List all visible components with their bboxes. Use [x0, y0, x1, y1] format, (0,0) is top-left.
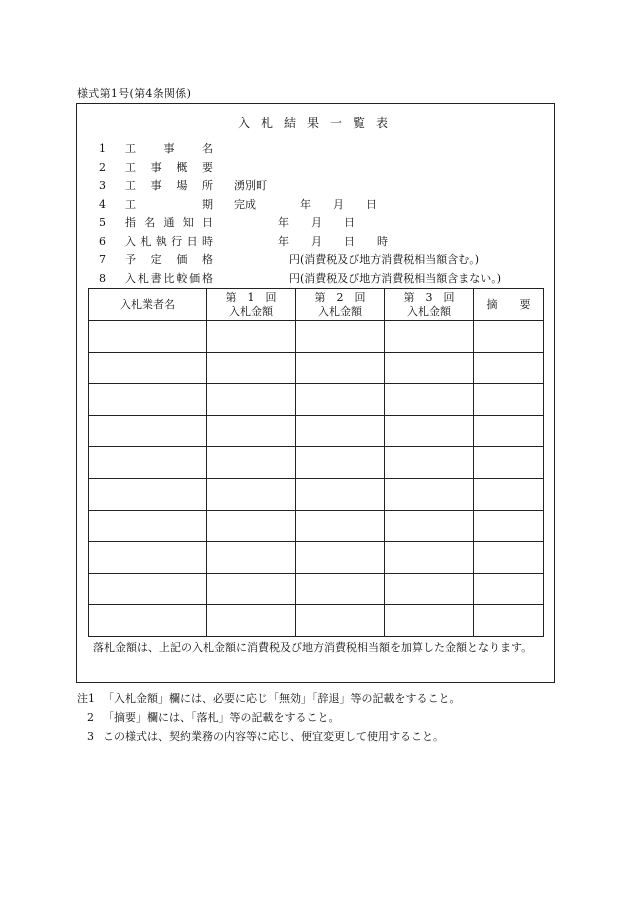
item-label: 工 期	[125, 197, 213, 211]
footnote-text: この様式は、契約業務の内容等に応じ、便宜変更して使用すること。	[103, 730, 444, 743]
document-frame	[76, 103, 555, 683]
round-3-amount-cell	[385, 352, 474, 384]
bidder-name-cell	[89, 447, 207, 479]
header-round-2: 第 2 回 入札金額	[296, 289, 385, 321]
item-value: 年 月 日	[234, 216, 355, 229]
footnote-row	[77, 727, 461, 746]
bidder-name-cell	[89, 542, 207, 574]
item-number: 7	[99, 253, 106, 266]
round-2-amount-cell	[296, 321, 385, 353]
item-number: 4	[99, 197, 106, 211]
remarks-cell	[474, 573, 544, 605]
remarks-cell	[474, 478, 544, 510]
round-1-amount-cell	[207, 605, 296, 637]
round-1-amount-cell	[207, 321, 296, 353]
footnotes	[77, 689, 461, 746]
item-value: 円(消費税及び地方消費税相当額含まない。)	[234, 271, 502, 285]
item-number: 6	[99, 234, 106, 248]
round-3-amount-cell	[385, 415, 474, 447]
bidder-name-cell	[89, 573, 207, 605]
table-row	[89, 542, 544, 574]
item-value: 湧別町	[234, 179, 267, 192]
round-2-amount-cell	[296, 447, 385, 479]
footnote-number: 注1	[77, 692, 95, 705]
round-1-amount-cell	[207, 352, 296, 384]
round-3-amount-cell	[385, 510, 474, 542]
table-row	[89, 605, 544, 637]
item-value: 完成 年 月 日	[234, 197, 377, 211]
round-2-amount-cell	[296, 384, 385, 416]
bidder-name-cell	[89, 415, 207, 447]
bid-results-table	[88, 288, 544, 637]
table-header-row	[89, 289, 544, 321]
round-3-amount-cell	[385, 321, 474, 353]
remarks-cell	[474, 542, 544, 574]
round-1-amount-cell	[207, 573, 296, 605]
item-row	[99, 177, 549, 196]
item-number: 5	[99, 216, 106, 229]
item-label: 指 名 通 知 日	[125, 216, 213, 229]
item-value: 円(消費税及び地方消費税相当額含む。)	[234, 253, 480, 266]
bidder-name-cell	[89, 352, 207, 384]
bidder-name-cell	[89, 605, 207, 637]
round-1-amount-cell	[207, 447, 296, 479]
bidder-name-cell	[89, 321, 207, 353]
remarks-cell	[474, 510, 544, 542]
item-number: 8	[99, 271, 106, 285]
table-row	[89, 478, 544, 510]
round-2-amount-cell	[296, 510, 385, 542]
footnote-number: 3	[87, 730, 94, 743]
round-3-amount-cell	[385, 384, 474, 416]
round-3-amount-cell	[385, 542, 474, 574]
round-2-amount-cell	[296, 542, 385, 574]
remarks-cell	[474, 321, 544, 353]
round-1-amount-cell	[207, 542, 296, 574]
item-number: 3	[99, 179, 106, 192]
table-row	[89, 510, 544, 542]
round-2-amount-cell	[296, 573, 385, 605]
footnote-text: 「摘要」欄には、「落札」等の記載をすること。	[103, 711, 340, 724]
item-row	[99, 270, 549, 289]
table-row	[89, 447, 544, 479]
header-bidder-name: 入札業者名	[89, 289, 207, 321]
item-row	[99, 196, 549, 215]
round-2-amount-cell	[296, 478, 385, 510]
footnote-number: 2	[87, 711, 94, 724]
remarks-cell	[474, 447, 544, 479]
item-number: 1	[99, 142, 106, 155]
bidder-name-cell	[89, 510, 207, 542]
round-3-amount-cell	[385, 573, 474, 605]
table-row	[89, 573, 544, 605]
header-round-1: 第 1 回 入札金額	[207, 289, 296, 321]
remarks-cell	[474, 605, 544, 637]
item-list	[99, 140, 549, 288]
item-value: 年 月 日 時	[234, 234, 388, 248]
footnote-row	[77, 689, 461, 708]
bidder-name-cell	[89, 384, 207, 416]
item-label: 工 事 場 所	[125, 179, 213, 192]
document-title: 入札結果一覧表	[237, 116, 399, 130]
remarks-cell	[474, 384, 544, 416]
round-2-amount-cell	[296, 415, 385, 447]
table-row	[89, 415, 544, 447]
item-number: 2	[99, 160, 106, 174]
item-row	[99, 214, 549, 233]
form-number-label: 様式第1号(第4条関係)	[77, 87, 192, 100]
round-1-amount-cell	[207, 384, 296, 416]
round-3-amount-cell	[385, 478, 474, 510]
item-label: 入 札 書 比 較 価 格	[125, 271, 213, 285]
item-label: 工 事 名	[125, 142, 213, 155]
table-row	[89, 321, 544, 353]
item-row	[99, 251, 549, 270]
table-body	[89, 321, 544, 637]
round-1-amount-cell	[207, 478, 296, 510]
item-row	[99, 233, 549, 252]
round-2-amount-cell	[296, 352, 385, 384]
item-label: 工 事 概 要	[125, 160, 213, 174]
remarks-cell	[474, 352, 544, 384]
round-3-amount-cell	[385, 447, 474, 479]
item-row	[99, 140, 549, 159]
remarks-cell	[474, 415, 544, 447]
table-row	[89, 384, 544, 416]
bottom-note: 落札金額は、上記の入札金額に消費税及び地方消費税相当額を加算した金額となります。	[93, 641, 533, 654]
header-remarks: 摘 要	[474, 289, 544, 321]
table-row	[89, 352, 544, 384]
footnote-text: 「入札金額」欄には、必要に応じ「無効」「辞退」等の記載をすること。	[103, 692, 461, 705]
footnote-row	[77, 708, 461, 727]
item-row	[99, 159, 549, 178]
header-round-3: 第 3 回 入札金額	[385, 289, 474, 321]
round-2-amount-cell	[296, 605, 385, 637]
bidder-name-cell	[89, 478, 207, 510]
round-1-amount-cell	[207, 415, 296, 447]
item-label: 予 定 価 格	[125, 253, 213, 266]
round-3-amount-cell	[385, 605, 474, 637]
item-label: 入 札 執 行 日 時	[125, 234, 213, 248]
round-1-amount-cell	[207, 510, 296, 542]
